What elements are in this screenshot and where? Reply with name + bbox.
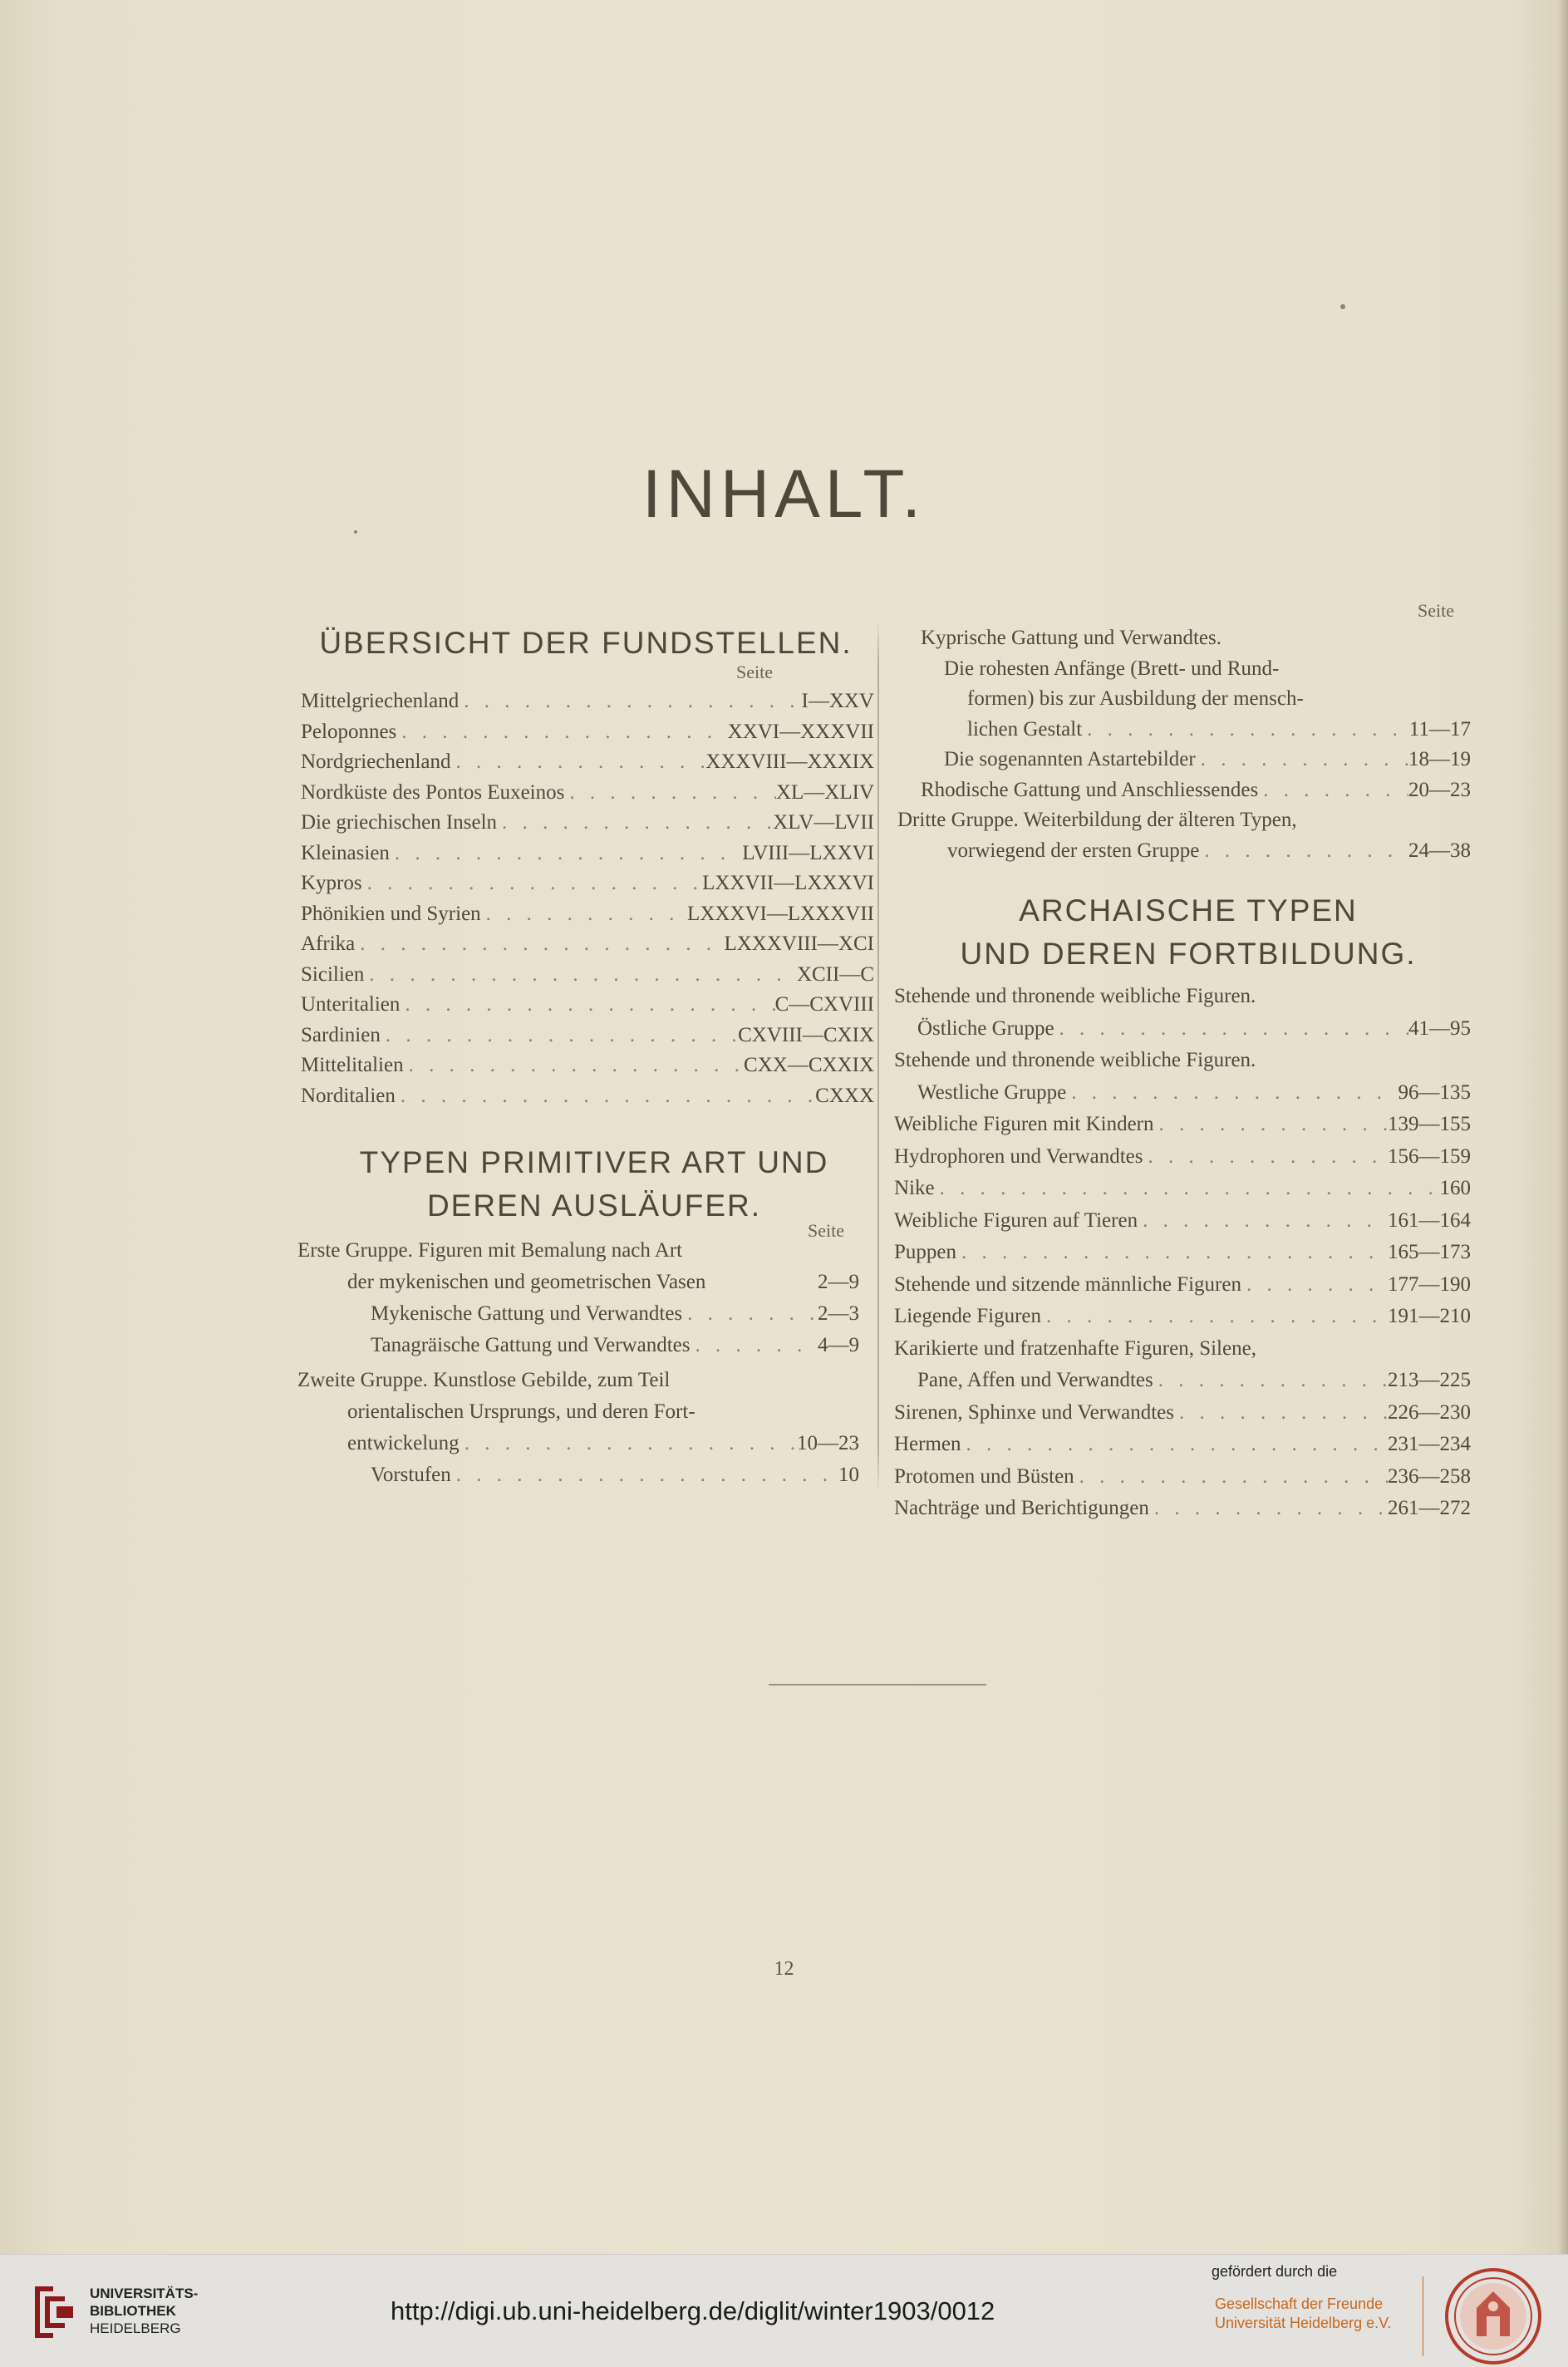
toc-entry-page: 20—23 (1408, 778, 1471, 801)
toc-entry-label: vorwiegend der ersten Gruppe (947, 839, 1200, 862)
toc-entry-label: Hydrophoren und Verwandtes (894, 1144, 1143, 1168)
toc-entry-label: Sicilien (301, 962, 365, 986)
toc-entry (301, 686, 874, 717)
toc-entry (301, 717, 874, 748)
toc-entry (301, 1021, 874, 1051)
university-seal-icon (1443, 2266, 1543, 2366)
toc-entry-page: 2—3 (818, 1302, 859, 1325)
toc-entry-page: 10—23 (797, 1432, 859, 1454)
toc-entry-label: Weibliche Figuren auf Tieren (894, 1208, 1138, 1232)
toc-entry-label: Kypros (301, 872, 362, 894)
leader-dots (381, 1021, 738, 1051)
toc-entry (894, 1301, 1471, 1333)
leader-dots (935, 1173, 1440, 1205)
toc-entry-page: I—XXV (801, 690, 874, 712)
sponsor-caption: gefördert durch die (1212, 2263, 1338, 2280)
toc-entry (894, 1173, 1471, 1205)
leader-dots (682, 1298, 818, 1330)
toc-entry-page: CXX—CXXIX (744, 1054, 874, 1076)
toc-entry (301, 990, 874, 1021)
toc-entry-label: Stehende und thronende weibliche Figuren. (894, 1049, 1256, 1071)
toc-entry-label: Mittelgriechenland (301, 690, 460, 712)
leader-dots (404, 1051, 744, 1081)
leader-dots (497, 808, 773, 839)
leader-dots (1241, 1269, 1388, 1302)
toc-entry (301, 929, 874, 960)
toc-entry-label: Karikierte und fratzenhafte Figuren, Silene, (894, 1336, 1256, 1360)
toc-entry (894, 1397, 1471, 1430)
toc-entry-label: Norditalien (301, 1084, 396, 1107)
toc-entry-page: 96—135 (1398, 1080, 1471, 1104)
toc-entry-label: Kyprische Gattung und Verwandtes. (921, 627, 1221, 649)
leader-dots (961, 1429, 1388, 1461)
leader-dots (396, 1081, 815, 1112)
toc-entry (897, 654, 1471, 685)
section-title-typen (316, 1141, 872, 1228)
leader-dots (1143, 1141, 1388, 1174)
section-title-line: UND DEREN FORTBILDUNG. (960, 937, 1417, 971)
toc-entry-label: Protomen und Büsten (894, 1464, 1074, 1488)
toc-entry-label: Nordgriechenland (301, 750, 451, 773)
section-title-fundstellen: ÜBERSICHT DER FUNDSTELLEN. (319, 626, 853, 660)
end-rule (769, 1684, 986, 1685)
ub-line: UNIVERSITÄTS- (90, 2286, 199, 2301)
toc-entry (297, 1298, 859, 1330)
toc-entry-page: XLV—LVII (773, 811, 874, 834)
toc-entry (297, 1365, 859, 1396)
toc-entry-page: XCII—C (796, 962, 874, 986)
toc-entry (894, 1269, 1471, 1302)
toc-entry (894, 1461, 1471, 1494)
archaische-items (894, 1397, 1471, 1525)
toc-entry (894, 1205, 1471, 1238)
leader-dots (1174, 1397, 1388, 1430)
toc-entry-page: 191—210 (1388, 1305, 1471, 1327)
seite-label: Seite (736, 662, 773, 682)
typen-list (297, 1235, 859, 1491)
section-title-line: TYPEN PRIMITIVER ART UND (359, 1145, 829, 1179)
leader-dots (390, 839, 742, 869)
toc-entry (894, 1365, 1471, 1397)
toc-entry-label: Dritte Gruppe. Weiterbildung der älteren Typen, (897, 809, 1297, 831)
archaische-items (894, 1109, 1471, 1333)
toc-entry (297, 1396, 859, 1428)
toc-entry-label: Östliche Gruppe (917, 1016, 1054, 1040)
toc-entry-page: 226—230 (1388, 1400, 1471, 1424)
toc-entry-page: 24—38 (1408, 839, 1471, 862)
toc-entry-page: 156—159 (1388, 1144, 1471, 1168)
footer-bar (0, 2254, 1568, 2367)
toc-entry-label: orientalischen Ursprungs, und deren Fort- (347, 1400, 696, 1423)
sponsor-line: Gesellschaft der Freunde (1215, 2296, 1384, 2312)
archaische-list (894, 981, 1471, 1525)
toc-entry-label: Westliche Gruppe (917, 1080, 1067, 1104)
leader-dots (1074, 1461, 1388, 1494)
leader-dots (690, 1330, 818, 1361)
toc-entry-label: Vorstufen (371, 1464, 451, 1486)
leader-dots (1258, 775, 1408, 806)
leader-dots (1082, 715, 1409, 746)
leader-dots (1149, 1493, 1388, 1525)
toc-entry (301, 960, 874, 991)
toc-entry (897, 684, 1471, 715)
toc-entry-page: 231—234 (1388, 1433, 1471, 1455)
toc-entry-label: Nike (894, 1177, 935, 1199)
fundstellen-list (301, 686, 874, 1111)
section-title-line: DEREN AUSLÄUFER. (426, 1188, 762, 1223)
toc-entry-label: formen) bis zur Ausbildung der mensch- (967, 687, 1304, 710)
toc-entry-label: Liegende Figuren (894, 1305, 1042, 1327)
toc-entry-page: 11—17 (1408, 717, 1471, 741)
seite-label: Seite (1418, 600, 1454, 621)
toc-entry (301, 899, 874, 930)
toc-entry-label: Hermen (894, 1433, 961, 1455)
toc-entry (301, 869, 874, 899)
leader-dots (450, 747, 705, 778)
leader-dots (1199, 836, 1408, 867)
toc-entry-page: LXXXVIII—XCI (724, 933, 874, 955)
toc-entry-label: Die sogenannten Astartebilder (944, 748, 1196, 770)
toc-entry-page: CXXX (815, 1084, 874, 1107)
toc-entry-page: 165—173 (1388, 1241, 1471, 1263)
toc-entry-label: Stehende und sitzende männliche Figuren (894, 1272, 1241, 1296)
toc-entry-label: der mykenischen und geometrischen Vasen (347, 1271, 706, 1293)
toc-entry-page: 139—155 (1388, 1113, 1471, 1135)
toc-entry (301, 1081, 874, 1112)
kyprische-list (897, 623, 1471, 866)
leader-dots (1054, 1013, 1408, 1046)
toc-entry (301, 747, 874, 778)
leader-dots (355, 929, 724, 960)
toc-entry-page: 161—164 (1388, 1208, 1471, 1232)
toc-entry-label: Mittelitalien (301, 1054, 404, 1076)
toc-entry (894, 1493, 1471, 1525)
toc-entry-page: C—CXVIII (774, 993, 874, 1016)
leader-dots (564, 778, 776, 809)
toc-entry-page: 160 (1439, 1177, 1471, 1199)
leader-dots (1066, 1077, 1398, 1110)
leader-dots (1196, 745, 1408, 775)
toc-entry-page: XXXVIII—XXXIX (705, 750, 874, 773)
toc-entry-label: Nachträge und Berichtigungen (894, 1497, 1149, 1519)
sponsor-line: Universität Heidelberg e.V. (1215, 2315, 1392, 2331)
toc-entry-page: XXVI—XXXVII (727, 720, 874, 743)
leader-dots (1138, 1205, 1388, 1238)
toc-entry (297, 1267, 859, 1298)
toc-entry-label: entwickelung (347, 1432, 460, 1454)
paper-speck (1340, 304, 1345, 309)
leader-dots (956, 1237, 1388, 1269)
column-divider (877, 619, 879, 1492)
section-title-line: ARCHAISCHE TYPEN (1019, 893, 1358, 928)
toc-entry-page: 261—272 (1388, 1497, 1471, 1519)
toc-entry (301, 1051, 874, 1081)
toc-entry-page: 41—95 (1408, 1016, 1471, 1040)
sponsor-name[interactable] (1215, 2295, 1391, 2333)
toc-entry (297, 1330, 859, 1361)
toc-entry-label: Weibliche Figuren mit Kindern (894, 1113, 1154, 1135)
toc-entry (894, 1333, 1471, 1366)
leader-dots (451, 1459, 838, 1491)
toc-entry (897, 715, 1471, 746)
toc-entry-label: Rhodische Gattung und Anschliessendes (921, 778, 1259, 801)
leader-dots (362, 869, 702, 899)
leader-dots (459, 686, 801, 717)
toc-entry-page: LXXVII—LXXXVI (702, 872, 874, 894)
page-number: 12 (774, 1958, 794, 1980)
toc-entry-page: 10 (838, 1464, 859, 1486)
toc-entry-label: lichen Gestalt (967, 717, 1083, 741)
leader-dots (400, 990, 774, 1021)
toc-entry (897, 775, 1471, 806)
toc-entry-page: 236—258 (1388, 1464, 1471, 1488)
toc-entry-label: Pane, Affen und Verwandtes (917, 1369, 1153, 1391)
ub-heidelberg-logo-icon[interactable] (28, 2280, 80, 2345)
leader-dots (396, 717, 727, 748)
toc-entry-label: Sardinien (301, 1023, 381, 1046)
ub-line: HEIDELBERG (90, 2320, 181, 2336)
toc-entry-label: Mykenische Gattung und Verwandtes (371, 1302, 683, 1325)
permalink-url[interactable]: http://digi.ub.uni-heidelberg.de/diglit/winter1903/0012 (391, 2296, 995, 2325)
toc-entry-label: Tanagräische Gattung und Verwandtes (371, 1334, 691, 1356)
ub-heidelberg-wordmark (90, 2285, 198, 2337)
toc-entry (894, 1141, 1471, 1174)
leader-dots (1154, 1109, 1389, 1141)
toc-entry (894, 1237, 1471, 1269)
toc-entry (894, 1045, 1471, 1077)
toc-entry (301, 808, 874, 839)
toc-entry-page: CXVIII—CXIX (738, 1023, 874, 1046)
ub-line: BIBLIOTHEK (90, 2303, 176, 2319)
leader-dots (1153, 1365, 1388, 1397)
toc-entry-label: Zweite Gruppe. Kunstlose Gebilde, zum Teil (297, 1369, 671, 1391)
toc-entry (894, 1429, 1471, 1461)
toc-entry-label: Nordküste des Pontos Euxeinos (301, 780, 565, 804)
toc-entry-label: Stehende und thronende weibliche Figuren. (894, 985, 1256, 1007)
toc-entry (301, 778, 874, 809)
toc-entry-label: Die griechischen Inseln (301, 811, 498, 834)
toc-entry-page: LXXXVI—LXXXVII (687, 902, 874, 925)
seite-label: Seite (808, 1220, 844, 1241)
toc-entry (894, 1109, 1471, 1141)
section-title-archaische (897, 889, 1479, 976)
toc-entry-page: 18—19 (1408, 748, 1471, 770)
toc-entry (897, 623, 1471, 654)
toc-entry-page: 177—190 (1388, 1272, 1471, 1296)
toc-entry (894, 981, 1471, 1013)
leader-dots (364, 960, 797, 991)
leader-dots (460, 1428, 797, 1459)
toc-entry-label: Sirenen, Sphinxe und Verwandtes (894, 1400, 1174, 1424)
toc-entry (894, 1077, 1471, 1110)
toc-entry (301, 839, 874, 869)
toc-entry-page: LVIII—LXXVI (742, 841, 874, 864)
toc-entry (897, 805, 1471, 836)
leader-dots (1041, 1301, 1388, 1333)
toc-entry (297, 1428, 859, 1459)
toc-entry-label: Peloponnes (301, 720, 397, 743)
toc-entry-page: 2—9 (818, 1271, 859, 1293)
toc-entry (897, 745, 1471, 775)
toc-entry (297, 1235, 859, 1267)
toc-entry-label: Puppen (894, 1241, 956, 1263)
leader-dots (481, 899, 687, 930)
toc-entry-page: 4—9 (818, 1334, 859, 1356)
toc-entry (297, 1459, 859, 1491)
toc-entry-label: Unteritalien (301, 993, 401, 1016)
toc-entry-label: Kleinasien (301, 841, 390, 864)
toc-entry (894, 1013, 1471, 1046)
toc-entry-label: Die rohesten Anfänge (Brett- und Rund- (944, 657, 1280, 680)
toc-entry-label: Phönikien und Syrien (301, 902, 481, 925)
page-title: INHALT. (641, 456, 927, 532)
toc-entry (897, 836, 1471, 867)
toc-entry-label: Erste Gruppe. Figuren mit Bemalung nach Art (297, 1239, 683, 1262)
toc-entry-page: 213—225 (1388, 1369, 1471, 1391)
toc-entry-page: XL—XLIV (775, 780, 874, 804)
toc-entry-label: Afrika (301, 933, 356, 955)
